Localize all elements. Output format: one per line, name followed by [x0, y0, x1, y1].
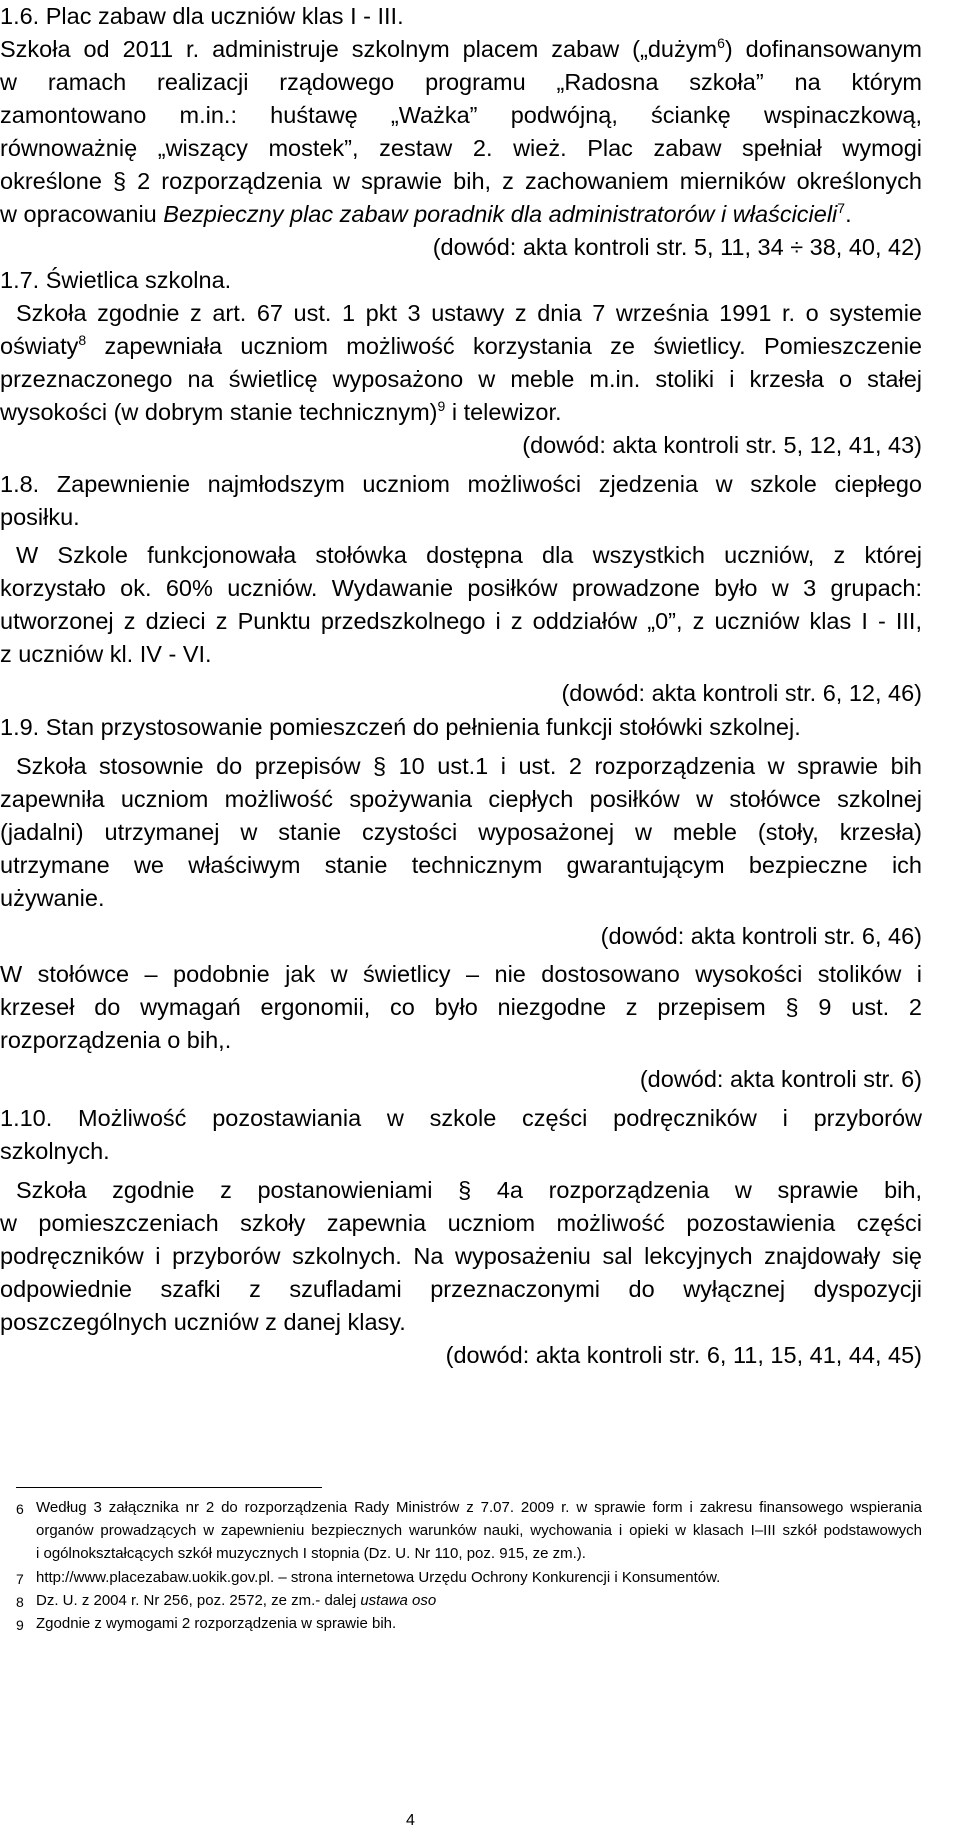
footnote-6-line: i ogólnokształcących szkół muzycznych I stopnia (Dz. U. Nr 110, poz. 915, ze zm.).: [36, 1545, 586, 1562]
footnote-number: 8: [16, 1594, 24, 1610]
footnote-number: 7: [16, 1571, 24, 1587]
footnote-separator: [16, 1487, 322, 1488]
footnote-number: 9: [16, 1617, 24, 1633]
footnote-7: http://www.placezabaw.uokik.gov.pl. – strona internetowa Urzędu Ochrony Konkurencji i Konsumentów.: [36, 1569, 721, 1586]
footnote-number: 6: [16, 1501, 24, 1517]
footnote-6-line: organów prowadzących w zapewnieniu bezpiecznych warunków nauki, wychowania i opieki w klasach I–III szkół podstawowych: [36, 1522, 922, 1539]
page-number: 4: [406, 1812, 415, 1829]
footnote-ref: 6: [717, 35, 725, 51]
footnote-ref: 7: [837, 200, 846, 216]
publication-title: Bezpieczny plac zabaw poradnik dla administratorów i właścicieli: [163, 201, 838, 227]
footnote-ref: 8: [78, 332, 87, 348]
footnote-ref: 9: [437, 398, 446, 414]
footnote-9: Zgodnie z wymogami 2 rozporządzenia w sprawie bih.: [36, 1615, 397, 1632]
footnote-6-line: Według 3 załącznika nr 2 do rozporządzenia Rady Ministrów z 7.07. 2009 r. w sprawie form i zakresu finansowego wspierania: [36, 1499, 922, 1516]
document-page: 1.6. Plac zabaw dla uczniów klas I - III. Szkoła od 2011 r. administruje szkolnym placem zabaw („dużym$^6$) dofinansowanym w ramach realizacji rządowego programu „Radosna szkoła” na którym zamontowano m.in.: huśtawę „Ważka” podwójną, ściankę wspinaczkową, równoważnię „wiszący mostek”, zestaw 2. wież. Plac zabaw spełniał wymogi określone § 2 rozporządzenia w sprawie bih, z zachowaniem mierników określonych w opracowaniu Bezpieczny plac zabaw poradnik dla administratorów i właścicieli$^7$. (dowód: akta kontroli str. 5, 11, 34 ÷ 38, 40, 42) 1.7. Świetlica szkolna. Szkoła zgodnie z art. 67 ust. 1 pkt 3 ustawy z dnia 7 września 1991 r. o systemie oświaty$^8$ zapewniała uczniom możliwość korzystania ze świetlicy. Pomieszczenie przeznaczonego na świetlicę wyposażono w meble m.in. stoliki i krzesła o stałej wysokości (w dobrym stanie technicznym)$^9$ i telewizor. (dowód: akta kontroli str. 5, 12, 41, 43) 1.8. Zapewnienie najmłodszym uczniom możliwości zjedzenia w szkole ciepłego posiłku. W Szkole funkcjonowała stołówka dostępna dla wszystkich uczniów, z której korzystało ok. 60% uczniów. Wydawanie posiłków prowadzone było w 3 grupach: utworzonej z dzieci z Punktu przedszkolnego i z oddziałów „0”, z uczniów klas I - III, z uczniów kl. IV - VI. (dowód: akta kontroli str. 6, 12, 46) 1.9. Stan przystosowanie pomieszczeń do pełnienia funkcji stołówki szkolnej. Szkoła stosownie do przepisów § 10 ust.1 i ust. 2 rozporządzenia w sprawie bih zapewniła uczniom możliwość spożywania ciepłych posiłków w stołówce szkolnej (jadalni) utrzymanej w stanie czystości wyposażonej w meble (stoły, krzesła) utrzymane we właściwym stanie technicznym gwarantującym bezpieczne ich używanie. (dowód: akta kontroli str. 6, 46) W stołówce – podobnie jak w świetlicy – nie dostosowano wysokości stolików i krzeseł do wymagań ergonomii, co było niezgodne z przepisem § 9 ust. 2 rozporządzenia o bih,. (dowód: akta kontroli str. 6) 1.10. Możliwość pozostawiania w szkole części podręczników i przyborów szkolnych. Szkoła zgodnie z postanowieniami § 4a rozporządzenia w sprawie bih, w pomieszczeniach szkoły zapewnia uczniom możliwość pozostawienia części podręczników i przyborów szkolnych. Na wyposażeniu sal lekcyjnych znajdowały się odpowiednie szafki z szufladami przeznaczonymi do wyłącznej dyspozycji poszczególnych uczniów z danej klasy. (dowód: akta kontroli str. 6, 11, 15, 41, 44, 45) 6 Według 3 załącznika nr 2 do rozporządzenia Rady Ministrów z 7.07. 2009 r. w sprawie form i zakresu finansowego wspierania organów prowadzących w zapewnieniu bezpiecznych warunków nauki, wychowania i opieki w klasach I–III szkół podstawowych i ogólnokształcących szkół muzycznych I stopnia (Dz. U. Nr 110, poz. 915, ze zm.). 7 http://www.placezabaw.uokik.gov.pl. – strona internetowa Urzędu Ochrony Konkurencji i Konsumentów. 8 Dz. U. z 2004 r. Nr 256, poz. 2572, ze zm.- dalej ustawa oso 9 Zgodnie z wymogami 2 rozporządzenia w sprawie bih. 4: [0, 3, 922, 1829]
footnote-8: Dz. U. z 2004 r. Nr 256, poz. 2572, ze zm.- dalej ustawa oso: [36, 1592, 437, 1609]
